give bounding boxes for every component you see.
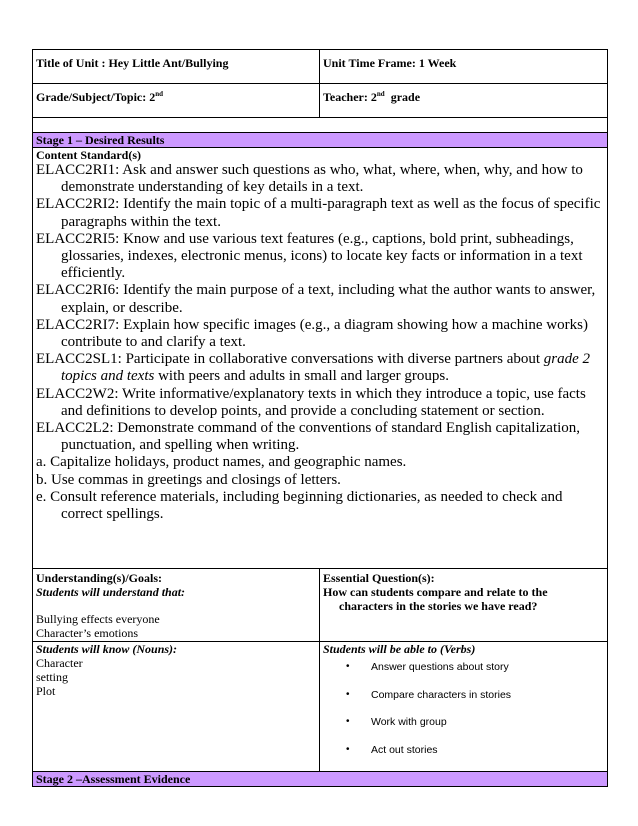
unit-title-cell xyxy=(33,50,320,84)
header-row-1 xyxy=(33,50,608,84)
able-item-text: Act out stories xyxy=(371,743,438,756)
unit-plan-document xyxy=(32,49,607,787)
bullet-icon: • xyxy=(346,743,350,755)
understanding-item: Character’s emotions xyxy=(36,626,139,640)
understanding-item: Bullying effects everyone xyxy=(36,612,160,626)
standard-sl1 xyxy=(36,351,604,385)
able-cell xyxy=(320,642,608,772)
standard-ri6: ELACC2RI6: Identify the main purpose of a text, including what the author wants to answer, explain, or describe. xyxy=(36,282,596,316)
grade-subject-topic: Grade/Subject/Topic: 2 xyxy=(36,90,156,104)
understandings-sublabel: Students will understand that: xyxy=(36,585,186,599)
essential-question-text: How can students compare and relate to the characters in the stories we have read? xyxy=(323,585,548,613)
standard-ri1: ELACC2RI1: Ask and answer such questions as who, what, where, when, why, and how to demonstrate understanding of key details in a text. xyxy=(36,162,583,196)
able-label: Students will be able to (Verbs) xyxy=(323,642,476,656)
content-standards-label: Content Standard(s) xyxy=(36,148,142,162)
spacer-cell xyxy=(33,118,608,133)
standard-l2-b: b. Use commas in greetings and closings of letters. xyxy=(36,471,341,488)
able-list-item xyxy=(323,716,604,744)
teacher-cell xyxy=(320,84,608,118)
header-row-2 xyxy=(33,84,608,118)
able-list-item xyxy=(323,661,604,689)
able-item-text: Answer questions about story xyxy=(371,661,509,673)
know-label: Students will know (Nouns): xyxy=(36,642,178,656)
stage-2-header xyxy=(33,772,608,787)
essential-question-cell xyxy=(320,569,608,642)
understandings-cell xyxy=(33,569,320,642)
essential-question-label: Essential Question(s): xyxy=(323,571,435,585)
stage-2-header-row xyxy=(33,772,608,787)
standard-w2: ELACC2W2: Write informative/explanatory texts in which they introduce a topic, use facts and definitions to develop points, and provide a concluding statement or section. xyxy=(36,385,586,419)
able-item-text: Work with group xyxy=(371,716,447,728)
unit-time-frame: Unit Time Frame: 1 Week xyxy=(323,56,457,70)
standard-ri2: ELACC2RI2: Identify the main topic of a multi-paragraph text as well as the focus of specific paragraphs within the text. xyxy=(36,196,601,230)
grade-superscript: nd xyxy=(155,90,164,98)
bullet-icon: • xyxy=(346,661,350,672)
know-able-row xyxy=(33,642,608,772)
standard-sl1-end: with peers and adults in small and larger groups. xyxy=(154,368,449,385)
bullet-icon: • xyxy=(346,688,350,700)
stage-1-title: Stage 1 – Desired Results xyxy=(36,133,165,147)
spacer-row xyxy=(33,118,608,133)
understandings-label: Understanding(s)/Goals: xyxy=(36,571,163,585)
standard-ri5: ELACC2RI5: Know and use various text features (e.g., captions, bold print, subheadings, glossaries, indexes, electronic menus, icons) to locate key facts or information in a text efficiently. xyxy=(36,230,583,282)
know-item: setting xyxy=(36,670,68,684)
grade-cell xyxy=(33,84,320,118)
bullet-icon: • xyxy=(346,716,350,727)
know-item: Plot xyxy=(36,684,56,698)
standard-sl1-text: ELACC2SL1: Participate in collaborative conversations with diverse partners about xyxy=(36,351,544,368)
teacher-label: Teacher: 2 xyxy=(323,90,377,104)
stage-1-header xyxy=(33,133,608,148)
time-frame-cell xyxy=(320,50,608,84)
understandings-row xyxy=(33,569,608,642)
standard-sl1-italic: grade 2 topics and texts xyxy=(61,351,591,385)
content-standards-cell xyxy=(33,148,608,569)
stage-1-header-row xyxy=(33,133,608,148)
able-list xyxy=(323,661,604,771)
teacher-superscript: nd xyxy=(376,90,385,98)
know-item: Character xyxy=(36,656,83,670)
standard-ri7: ELACC2RI7: Explain how specific images (e.g., a diagram showing how a machine works) contribute to and clarify a text. xyxy=(36,316,588,351)
standard-l2: ELACC2L2: Demonstrate command of the conventions of standard English capitalization, punctuation, and spelling when writing. xyxy=(36,420,581,454)
able-list-item xyxy=(323,689,604,717)
know-cell xyxy=(33,642,320,772)
stage-2-title: Stage 2 –Assessment Evidence xyxy=(36,772,191,786)
able-list-item xyxy=(323,744,604,772)
able-item-text: Compare characters in stories xyxy=(371,688,512,701)
teacher-suffix: grade xyxy=(384,90,421,104)
standard-l2-a: a. Capitalize holidays, product names, and geographic names. xyxy=(36,454,407,471)
unit-plan-table xyxy=(32,49,608,787)
standard-l2-e: e. Consult reference materials, including beginning dictionaries, as needed to check and correct spellings. xyxy=(36,488,563,523)
content-standards-row xyxy=(33,148,608,569)
unit-title: Title of Unit : Hey Little Ant/Bullying xyxy=(36,56,229,70)
